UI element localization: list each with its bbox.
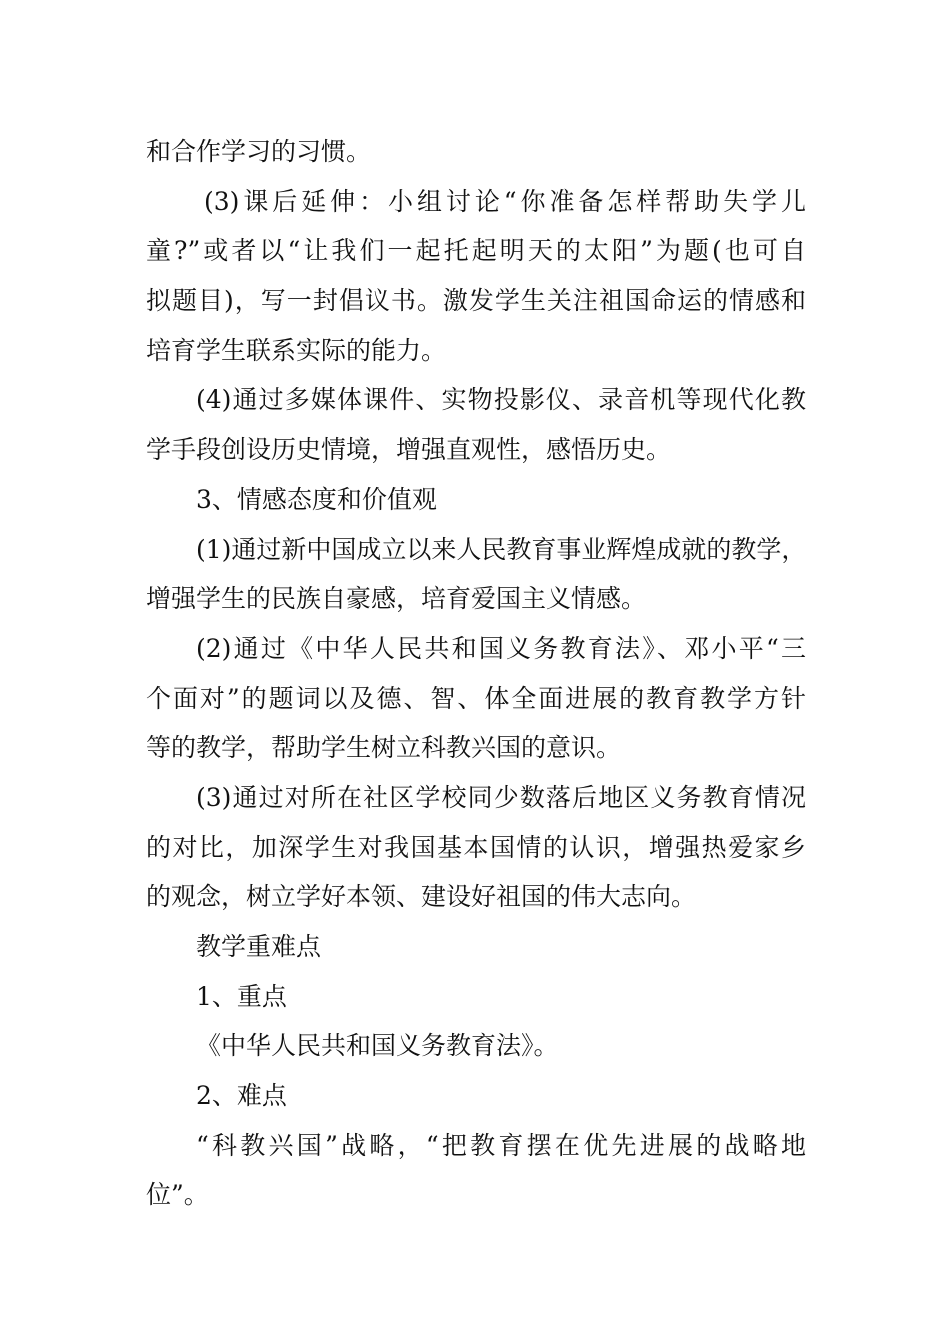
text-line: 学手段创设历史情境，增强直观性，感悟历史。 (146, 435, 672, 465)
text-line: 和合作学习的习惯。 (146, 137, 372, 166)
text-line: 个面对”的题词以及德、智、体全面进展的教育教学方针 (146, 683, 806, 713)
section-heading: 教学重难点 (196, 932, 322, 961)
text-line: 培育学生联系实际的能力。 (146, 335, 447, 365)
text-line: (3)通过对所在社区学校同少数落后地区义务教育情况 (196, 782, 806, 812)
text-line: 的对比，加深学生对我国基本国情的认识，增强热爱家乡 (146, 832, 806, 862)
section-heading: 2、难点 (196, 1081, 287, 1111)
text-line: 童?”或者以“让我们一起托起明天的太阳”为题(也可自 (146, 236, 806, 266)
text-line: 位”。 (146, 1180, 209, 1210)
text-line: 《中华人民共和国义务教育法》。 (196, 1031, 559, 1061)
section-heading: 1、重点 (196, 981, 287, 1011)
document-body (146, 127, 806, 1220)
text-line: 增强学生的民族自豪感，培育爱国主义情感。 (146, 584, 647, 614)
text-line: 的观念，树立学好本领、建设好祖国的伟大志向。 (146, 882, 697, 912)
text-line: (1)通过新中国成立以来人民教育事业辉煌成就的教学， (196, 534, 807, 564)
text-line: 拟题目)，写一封倡议书。激发学生关注祖国命运的情感和 (146, 286, 806, 316)
text-line: 等的教学，帮助学生树立科教兴国的意识。 (146, 733, 622, 763)
text-line: (4)通过多媒体课件、实物投影仪、录音机等现代化教 (196, 385, 806, 415)
section-heading: 3、情感态度和价值观 (196, 484, 437, 514)
text-line: (3)课后延伸：小组讨论“你准备怎样帮助失学儿 (204, 186, 806, 216)
text-line: (2)通过《中华人民共和国义务教育法》、邓小平“三 (196, 633, 806, 663)
text-line: “科教兴国”战略，“把教育摆在优先进展的战略地 (196, 1130, 806, 1160)
